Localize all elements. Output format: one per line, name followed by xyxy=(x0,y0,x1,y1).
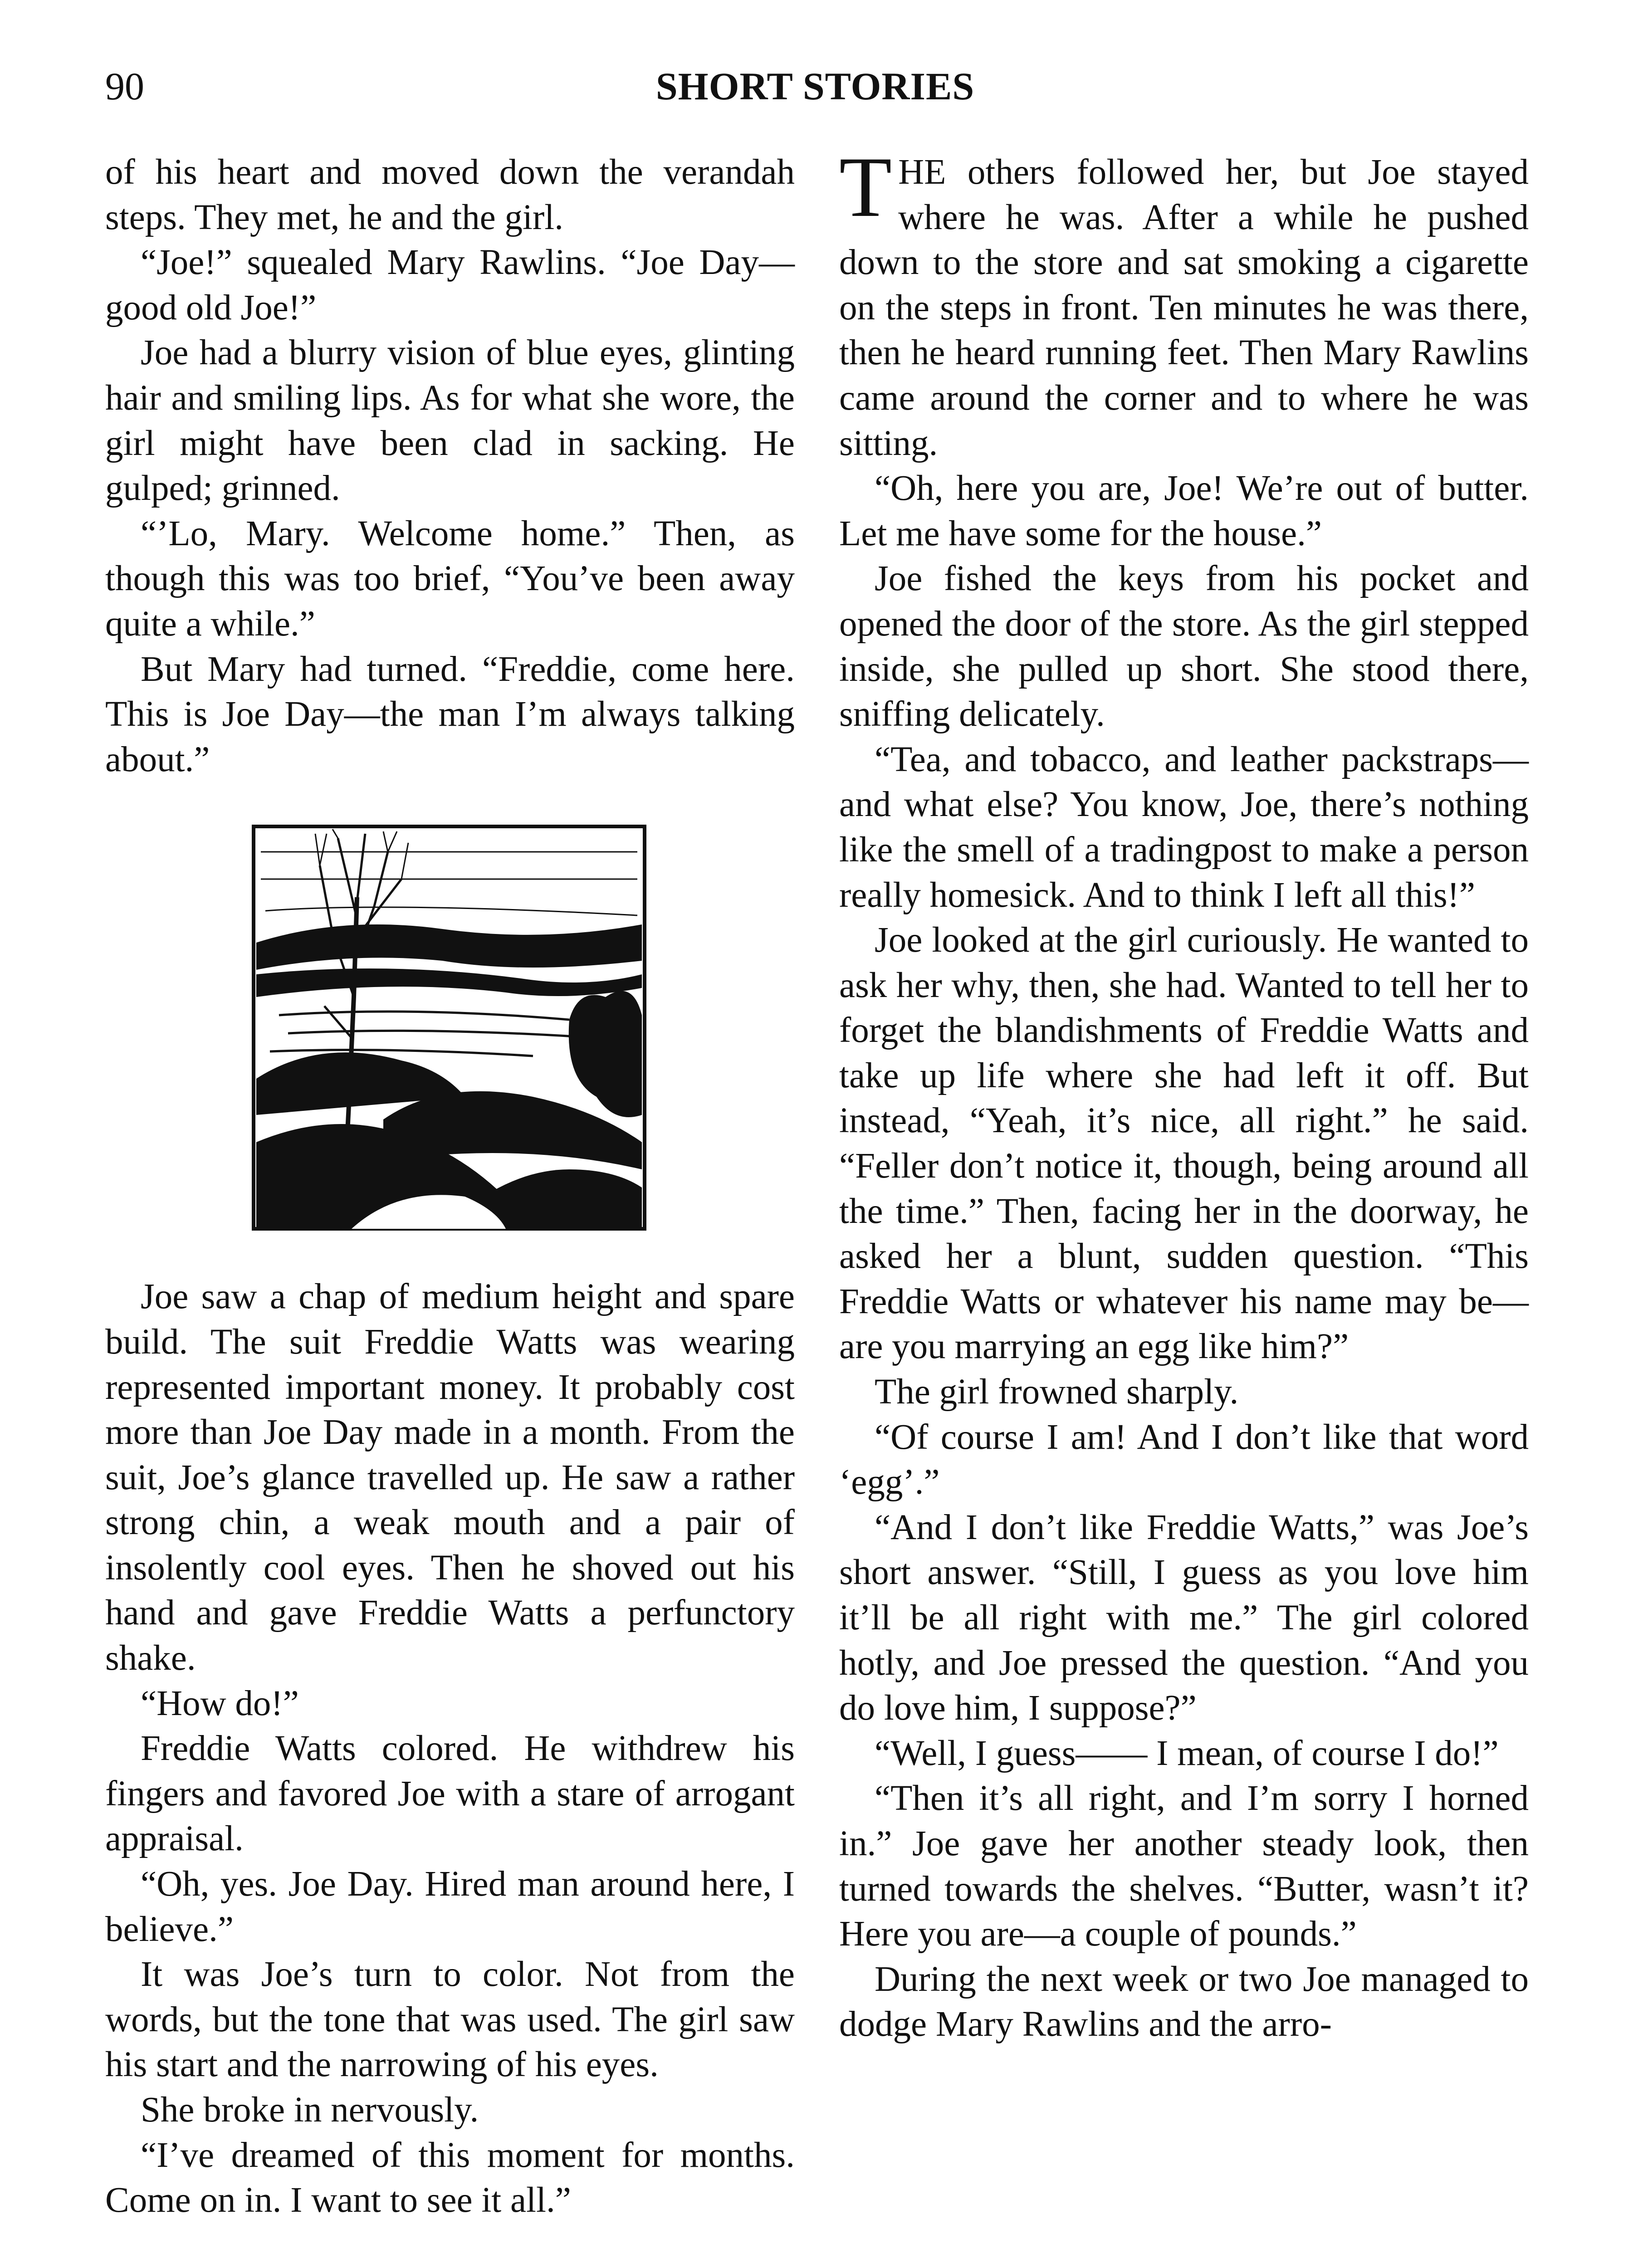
paragraph: But Mary had turned. “Freddie, come here. This is Joe Day—the man I’m always talking about.” xyxy=(105,649,795,779)
paragraph: During the next week or two Joe managed to dodge Mary Rawlins and the arro- xyxy=(839,1959,1529,2044)
paragraph: “Tea, and tobacco, and leather packstraps—and what else? You know, Joe, there’s nothing like the smell of a tradingpost to make a person really homesick. And to think I left all this!” xyxy=(839,739,1529,915)
paragraph: She broke in nervously. xyxy=(141,2090,479,2130)
paragraph: It was Joe’s turn to color. Not from the words, but the tone that was used. The girl saw his start and the narrowing of his eyes. xyxy=(105,1955,795,2085)
landscape-drawing xyxy=(252,825,646,1231)
page-header xyxy=(105,64,1525,122)
landscape-illustration xyxy=(252,825,646,1231)
page-number: 90 xyxy=(105,64,144,108)
paragraph: “Then it’s all right, and I’m sorry I horned in.” Joe gave her another steady look, then turned towards the shelves. “Butter, wasn’t it? Here you are—a couple of pounds.” xyxy=(839,1779,1529,1954)
paragraph: “Oh, yes. Joe Day. Hired man around here, I believe.” xyxy=(105,1864,795,1949)
paragraph: “How do!” xyxy=(141,1683,299,1723)
paragraph: Freddie Watts colored. He withdrew his fingers and favored Joe with a stare of arrogant appraisal. xyxy=(105,1729,795,1859)
paragraph: The girl frowned sharply. xyxy=(875,1372,1239,1412)
running-head: SHORT STORIES xyxy=(655,64,975,108)
paragraph: “Joe!” squealed Mary Rawlins. “Joe Day—good old Joe!” xyxy=(105,243,795,327)
paragraph: “Of course I am! And I don’t like that word ‘egg’.” xyxy=(839,1417,1529,1502)
paragraph: “And I don’t like Freddie Watts,” was Joe’s short answer. “Still, I guess as you love him it’ll be all right with me.” The girl colored hotly, and Joe pressed the question. “And you do love him, I suppose?” xyxy=(839,1507,1529,1728)
drop-cap: T xyxy=(839,140,892,235)
opening-text: HE others followed her, but Joe stayed where he was. After a while he pushed down to the store and sat smoking a cigarette on the steps in front. Ten minutes he was there, then he heard running feet. Then Mary Rawlins came around the corner and to where he was sitting. xyxy=(839,152,1529,463)
paragraph: of his heart and moved down the verandah steps. They met, he and the girl. xyxy=(105,152,795,237)
paragraph: “’Lo, Mary. Welcome home.” Then, as though this was too brief, “You’ve been away quite a while.” xyxy=(105,513,795,644)
paragraph: Joe fished the keys from his pocket and opened the door of the store. As the girl stepped inside, she pulled up short. She stood there, sniffing delicately. xyxy=(839,559,1529,734)
paragraph: “Well, I guess—— I mean, of course I do!” xyxy=(875,1733,1499,1773)
right-column xyxy=(839,140,1529,2047)
paragraph: Joe saw a chap of medium height and spare build. The suit Freddie Watts was wearing represented important money. It probably cost more than Joe Day made in a month. From the suit, Joe’s glance travelled up. He saw a rather strong chin, a weak mouth and a pair of insolently cool eyes. Then he shoved out his hand and gave Freddie Watts a perfunctory shake. xyxy=(105,1277,795,1678)
paragraph: Joe had a blurry vision of blue eyes, glinting hair and smiling lips. As for what she wore, the girl might have been clad in sacking. He gulped; grinned. xyxy=(105,333,795,508)
paragraph: “Oh, here you are, Joe! We’re out of butter. Let me have some for the house.” xyxy=(839,469,1529,553)
paragraph: “I’ve dreamed of this moment for months. Come on in. I want to see it all.” xyxy=(105,2135,795,2220)
opening-paragraph xyxy=(839,140,1529,466)
paragraph: Joe looked at the girl curiously. He wanted to ask her why, then, she had. Wanted to tell her to forget the blandishments of Freddie Watts and take up life where she had left it off. But instead, “Yeah, it’s nice, all right.” he said. “Feller don’t notice it, though, being around all the time.” Then, facing her in the doorway, he asked her a blunt, sudden question. “This Freddie Watts or whatever his name may be—are you marrying an egg like him?” xyxy=(839,920,1529,1367)
